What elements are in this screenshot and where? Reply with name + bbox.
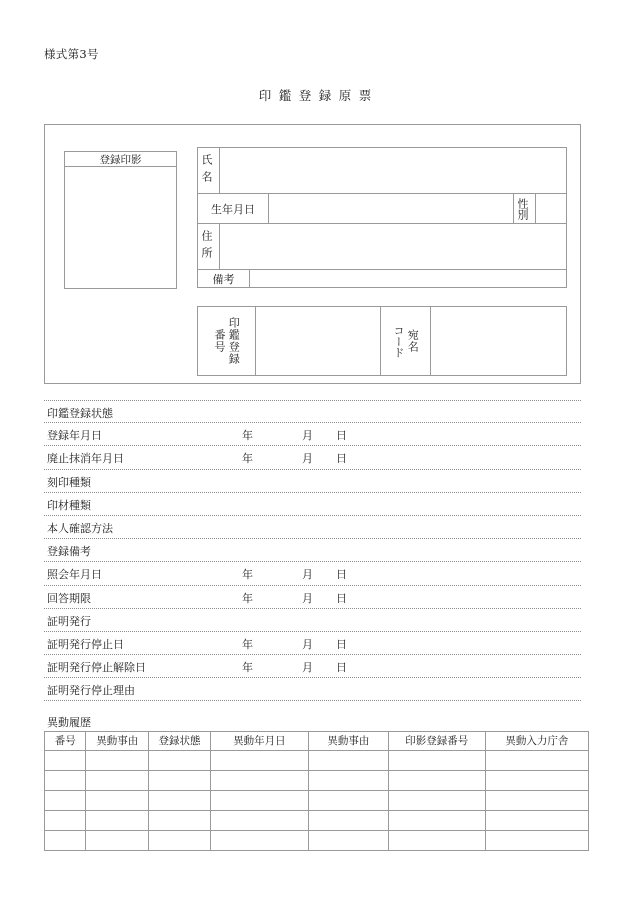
table-cell[interactable] — [210, 771, 308, 791]
name-value-cell[interactable] — [219, 147, 567, 194]
remarks-value-cell[interactable] — [249, 269, 567, 288]
table-column-header: 異動年月日 — [210, 732, 308, 751]
table-cell[interactable] — [210, 751, 308, 771]
seal-number-value-cell[interactable] — [255, 306, 381, 376]
table-cell[interactable] — [388, 771, 485, 791]
address-label-cell — [197, 223, 220, 270]
field-row — [44, 446, 581, 469]
seal-impression-header — [64, 151, 177, 167]
field-row-list — [44, 400, 581, 701]
table-column-header: 異動事由 — [308, 732, 388, 751]
birthdate-label-cell — [197, 193, 269, 224]
field-row — [44, 678, 581, 701]
remarks-label-cell — [197, 269, 250, 288]
table-row — [45, 811, 589, 831]
table-cell[interactable] — [86, 811, 149, 831]
table-column-header: 番号 — [45, 732, 86, 751]
table-cell[interactable] — [86, 751, 149, 771]
field-label: 印鑑登録状態 — [47, 407, 113, 420]
field-label: 本人確認方法 — [47, 521, 113, 535]
name-label: 氏名 — [199, 153, 213, 188]
field-label: 証明発行停止日 — [47, 637, 124, 651]
birthdate-label: 生年月日 — [211, 202, 255, 216]
table-cell[interactable] — [149, 751, 211, 771]
field-row — [44, 516, 581, 539]
date-unit-year: 年 — [242, 429, 253, 443]
date-unit-year: 年 — [242, 452, 253, 466]
date-unit-month: 月 — [302, 568, 313, 582]
field-label: 刻印種類 — [47, 475, 91, 489]
field-row — [44, 470, 581, 493]
field-row — [44, 423, 581, 446]
table-cell[interactable] — [485, 831, 588, 851]
table-header-row — [45, 732, 589, 751]
seal-number-label-col1: 印鑑登録 — [227, 317, 241, 365]
field-row — [44, 632, 581, 655]
table-cell[interactable] — [485, 791, 588, 811]
table-cell[interactable] — [45, 751, 86, 771]
form-number: 様式第3号 — [44, 47, 99, 61]
table-cell[interactable] — [485, 771, 588, 791]
field-label: 回答期限 — [47, 591, 91, 605]
field-label: 登録備考 — [47, 545, 91, 559]
date-unit-day: 日 — [336, 452, 347, 466]
field-row — [44, 539, 581, 562]
table-cell[interactable] — [308, 811, 388, 831]
seal-impression-label: 登録印影 — [99, 153, 142, 166]
table-cell[interactable] — [86, 831, 149, 851]
table-cell[interactable] — [149, 811, 211, 831]
address-code-label-col1: 宛名 — [406, 329, 420, 353]
seal-number-label-cell — [197, 306, 256, 376]
table-cell[interactable] — [388, 791, 485, 811]
field-label: 登録年月日 — [47, 429, 102, 443]
date-unit-month: 月 — [302, 591, 313, 605]
date-unit-month: 月 — [302, 637, 313, 651]
table-column-header: 登録状態 — [149, 732, 211, 751]
table-row — [45, 791, 589, 811]
table-column-header: 異動入力庁舎 — [485, 732, 588, 751]
field-label: 印材種類 — [47, 498, 91, 512]
address-label: 住所 — [199, 229, 213, 264]
table-cell[interactable] — [308, 831, 388, 851]
field-row — [44, 655, 581, 678]
date-unit-month: 月 — [302, 452, 313, 466]
field-label: 廃止抹消年月日 — [47, 452, 124, 466]
date-unit-month: 月 — [302, 661, 313, 675]
table-cell[interactable] — [388, 751, 485, 771]
table-cell[interactable] — [485, 811, 588, 831]
table-cell[interactable] — [210, 791, 308, 811]
field-row — [44, 609, 581, 632]
page-title: 印鑑登録原票 — [258, 88, 379, 103]
table-cell[interactable] — [388, 831, 485, 851]
registration-frame — [44, 124, 581, 384]
table-cell[interactable] — [149, 791, 211, 811]
table-row — [45, 751, 589, 771]
table-column-header: 異動事由 — [86, 732, 149, 751]
field-row — [44, 493, 581, 516]
history-table — [44, 731, 589, 851]
table-cell[interactable] — [388, 811, 485, 831]
table-cell[interactable] — [308, 771, 388, 791]
field-label: 証明発行停止理由 — [47, 684, 135, 698]
address-value-cell[interactable] — [219, 223, 567, 270]
table-cell[interactable] — [86, 791, 149, 811]
field-row — [44, 562, 581, 585]
table-row — [45, 771, 589, 791]
date-unit-day: 日 — [336, 591, 347, 605]
table-cell[interactable] — [45, 791, 86, 811]
gender-value-cell[interactable] — [535, 193, 567, 224]
gender-label-cell — [513, 193, 536, 224]
table-cell[interactable] — [45, 831, 86, 851]
birthdate-value-cell[interactable] — [268, 193, 514, 224]
table-cell[interactable] — [45, 771, 86, 791]
gender-label: 性別 — [515, 197, 529, 220]
remarks-label: 備考 — [212, 272, 235, 286]
field-row — [44, 586, 581, 609]
address-code-value-cell[interactable] — [430, 306, 567, 376]
table-cell[interactable] — [308, 791, 388, 811]
table-cell[interactable] — [149, 831, 211, 851]
date-unit-year: 年 — [242, 661, 253, 675]
table-cell[interactable] — [485, 751, 588, 771]
table-column-header: 印影登録番号 — [388, 732, 485, 751]
field-label: 照会年月日 — [47, 568, 102, 582]
table-cell[interactable] — [149, 771, 211, 791]
date-unit-year: 年 — [242, 591, 253, 605]
date-unit-year: 年 — [242, 637, 253, 651]
field-label: 証明発行停止解除日 — [47, 661, 146, 675]
table-cell[interactable] — [210, 811, 308, 831]
date-unit-day: 日 — [336, 637, 347, 651]
table-cell[interactable] — [210, 831, 308, 851]
seal-number-label-col2: 番号 — [213, 329, 226, 353]
name-label-cell — [197, 147, 220, 194]
field-row — [44, 400, 581, 423]
table-row — [45, 831, 589, 851]
field-label: 証明発行 — [47, 614, 91, 628]
table-cell[interactable] — [45, 811, 86, 831]
date-unit-day: 日 — [336, 661, 347, 675]
date-unit-day: 日 — [336, 568, 347, 582]
table-cell[interactable] — [86, 771, 149, 791]
seal-impression-box — [64, 151, 177, 289]
date-unit-day: 日 — [336, 429, 347, 443]
history-title: 異動履歴 — [47, 716, 91, 729]
date-unit-year: 年 — [242, 568, 253, 582]
address-code-label-col2: コード — [392, 324, 405, 358]
table-cell[interactable] — [308, 751, 388, 771]
date-unit-month: 月 — [302, 429, 313, 443]
address-code-label-cell — [380, 306, 431, 376]
